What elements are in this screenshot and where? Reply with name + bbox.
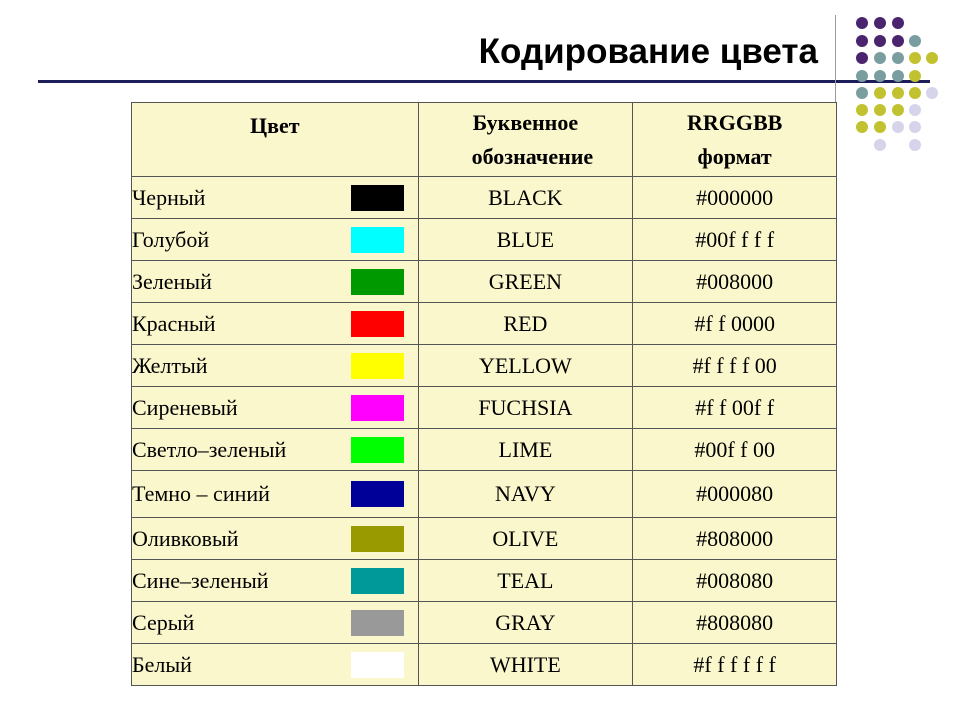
header-color-label: Цвет — [249, 113, 300, 138]
color-swatch — [351, 568, 404, 594]
header-letter-code — [418, 103, 633, 177]
header-rrggbb — [633, 103, 837, 177]
color-name-cell — [132, 602, 419, 644]
color-hex: #00f f 00 — [633, 429, 837, 471]
decorative-dot — [909, 121, 921, 133]
table-row — [132, 219, 837, 261]
color-code: LIME — [418, 429, 633, 471]
color-code: BLUE — [418, 219, 633, 261]
color-name: Белый — [132, 651, 192, 677]
table-row — [132, 644, 837, 686]
color-hex: #808000 — [633, 518, 837, 560]
decorative-dot — [856, 87, 868, 99]
decorative-dot — [874, 17, 886, 29]
color-name: Темно – синий — [132, 481, 270, 506]
table-row — [132, 303, 837, 345]
color-name: Голубой — [132, 226, 210, 252]
decorative-dot — [874, 104, 886, 116]
color-swatch — [351, 185, 404, 211]
decorative-dot — [874, 139, 886, 151]
color-code: OLIVE — [418, 518, 633, 560]
color-hex: #00f f f f — [633, 219, 837, 261]
decorative-dot — [892, 52, 904, 64]
decorative-dot — [909, 104, 921, 116]
decorative-dot — [926, 87, 938, 99]
color-name-cell — [132, 219, 419, 261]
table-row — [132, 261, 837, 303]
color-hex: #f f f f f f — [633, 644, 837, 686]
table-row — [132, 345, 837, 387]
decorative-dot — [909, 52, 921, 64]
color-code: FUCHSIA — [418, 387, 633, 429]
title-divider — [38, 80, 930, 83]
header-rrggbb-line1: RRGGBB — [686, 109, 783, 135]
table-row — [132, 177, 837, 219]
color-swatch — [351, 311, 404, 337]
decorative-dot — [856, 104, 868, 116]
color-swatch — [351, 353, 404, 379]
decorative-dot — [926, 52, 938, 64]
color-hex: #f f 0000 — [633, 303, 837, 345]
color-name: Черный — [132, 184, 206, 210]
table-row — [132, 387, 837, 429]
color-code: YELLOW — [418, 345, 633, 387]
table-row — [132, 560, 837, 602]
color-code: GRAY — [418, 602, 633, 644]
table-row — [132, 471, 837, 518]
color-name: Красный — [132, 310, 216, 336]
color-swatch — [351, 227, 404, 253]
decorative-dot — [892, 17, 904, 29]
color-hex: #008000 — [633, 261, 837, 303]
decorative-dot — [856, 35, 868, 47]
table-row — [132, 429, 837, 471]
decorative-dot — [892, 70, 904, 82]
color-code: NAVY — [418, 471, 633, 518]
color-name-cell — [132, 644, 419, 686]
color-swatch — [351, 395, 404, 421]
table-row — [132, 518, 837, 560]
color-name-cell — [132, 261, 419, 303]
color-name: Зеленый — [132, 268, 212, 294]
color-code: WHITE — [418, 644, 633, 686]
decorative-dot — [856, 70, 868, 82]
decorative-dot — [892, 104, 904, 116]
color-name: Оливковый — [132, 525, 239, 551]
header-letter-code-line2: обозначение — [471, 143, 594, 169]
color-name-cell — [132, 518, 419, 560]
table-header-row — [132, 103, 837, 177]
color-name-cell — [132, 471, 419, 518]
color-name-cell — [132, 560, 419, 602]
color-hex: #f f f f 00 — [633, 345, 837, 387]
color-hex: #008080 — [633, 560, 837, 602]
decorative-dot — [874, 52, 886, 64]
decorative-dot — [909, 87, 921, 99]
decorative-dot — [892, 35, 904, 47]
decorative-dot — [909, 35, 921, 47]
decorative-dot — [874, 87, 886, 99]
color-coding-table — [131, 102, 837, 686]
decorative-dot — [874, 35, 886, 47]
page-title: Кодирование цвета — [478, 32, 818, 71]
decorative-dot — [909, 139, 921, 151]
decorative-dot — [874, 70, 886, 82]
decorative-dot — [856, 17, 868, 29]
color-name-cell — [132, 345, 419, 387]
color-code: TEAL — [418, 560, 633, 602]
color-name: Серый — [132, 609, 195, 635]
color-name-cell — [132, 387, 419, 429]
color-swatch — [351, 481, 404, 507]
table-row — [132, 602, 837, 644]
decorative-dot — [874, 121, 886, 133]
color-name: Сиреневый — [132, 394, 238, 420]
color-name-cell — [132, 429, 419, 471]
color-code: BLACK — [418, 177, 633, 219]
color-name-cell — [132, 177, 419, 219]
color-name: Желтый — [132, 352, 208, 378]
color-hex: #000080 — [633, 471, 837, 518]
color-code: GREEN — [418, 261, 633, 303]
decorative-dot — [892, 121, 904, 133]
header-rrggbb-line2: формат — [697, 143, 772, 169]
header-letter-code-line1: Буквенное — [472, 109, 579, 135]
color-name-cell — [132, 303, 419, 345]
color-hex: #808080 — [633, 602, 837, 644]
color-hex: #f f 00f f — [633, 387, 837, 429]
decorative-dot — [909, 70, 921, 82]
color-name: Светло–зеленый — [132, 436, 287, 462]
color-swatch — [351, 526, 404, 552]
color-swatch — [351, 610, 404, 636]
color-swatch — [351, 269, 404, 295]
color-code: RED — [418, 303, 633, 345]
color-hex: #000000 — [633, 177, 837, 219]
header-color — [132, 103, 419, 177]
decorative-dot — [856, 121, 868, 133]
decorative-dot — [856, 52, 868, 64]
decorative-dot — [892, 87, 904, 99]
color-swatch — [351, 652, 404, 678]
color-swatch — [351, 437, 404, 463]
color-name: Сине–зеленый — [132, 567, 269, 593]
